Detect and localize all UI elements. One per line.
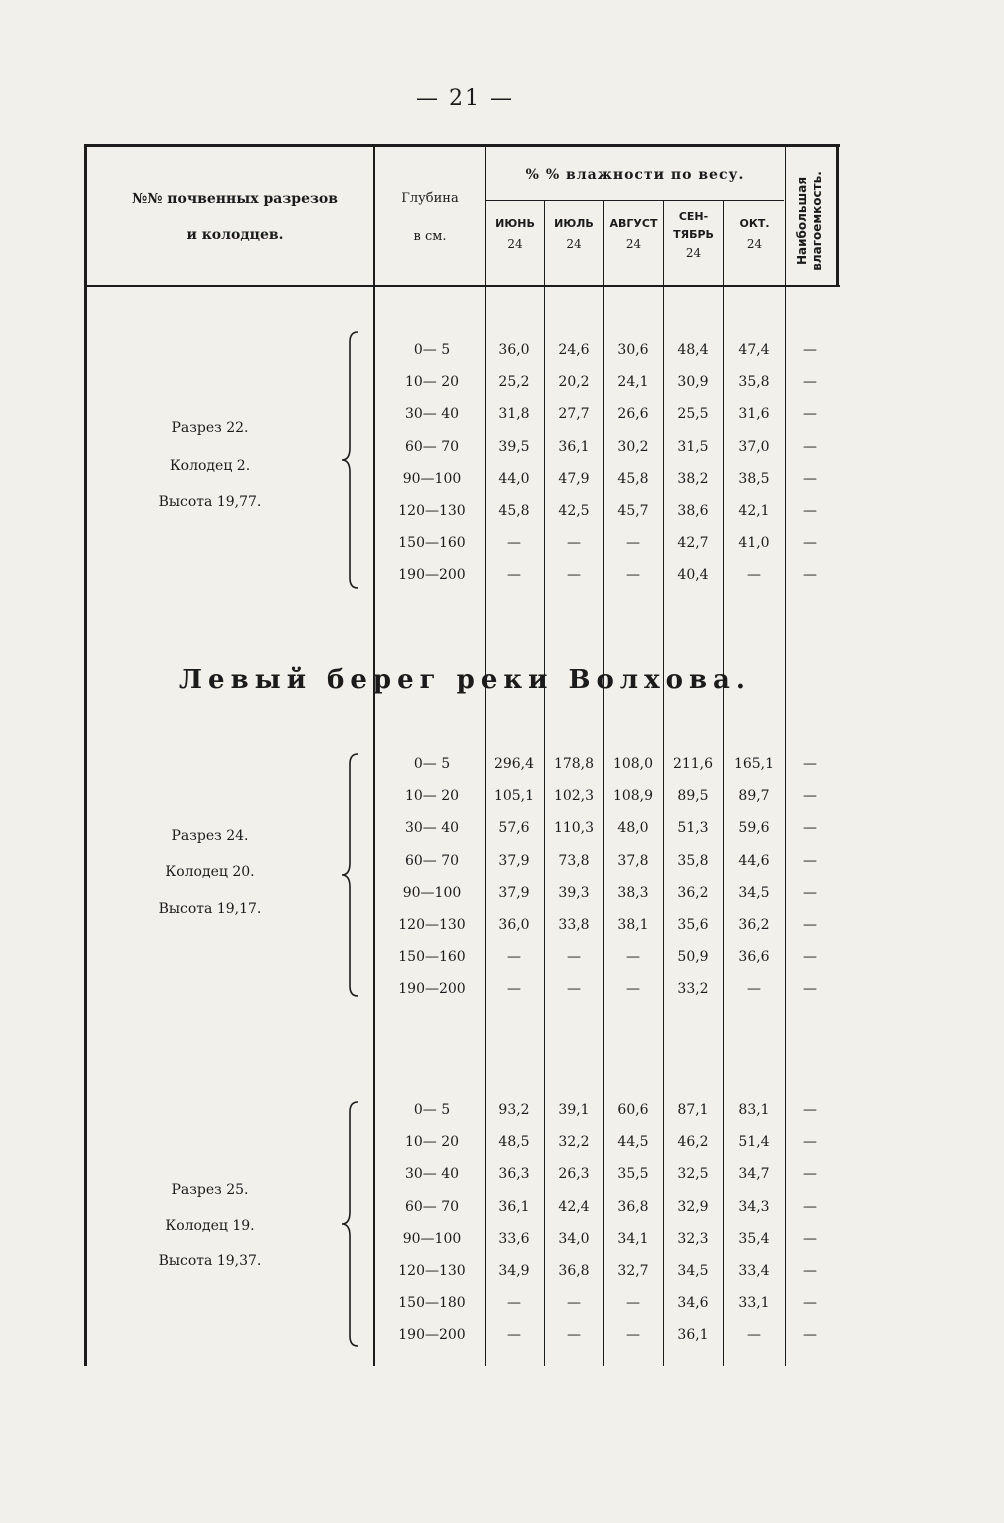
capacity-cell: — xyxy=(803,535,817,551)
group-1-label-section: Разрез 22. xyxy=(171,420,249,436)
moisture-cell: — xyxy=(626,1295,640,1311)
moisture-cell: — xyxy=(507,1327,521,1343)
capacity-cell: — xyxy=(803,981,817,997)
moisture-cell: 34,9 xyxy=(498,1263,530,1279)
moisture-cell: 36,1 xyxy=(498,1199,530,1215)
moisture-cell: — xyxy=(567,981,581,997)
moisture-cell: 108,9 xyxy=(612,788,654,804)
moisture-cell: 39,3 xyxy=(558,885,590,901)
moisture-cell: 165,1 xyxy=(733,756,775,772)
month-october-day: 24 xyxy=(746,237,763,251)
depth-cell: 10— 20 xyxy=(404,374,460,390)
header-max-capacity xyxy=(790,161,830,281)
moisture-cell: 93,2 xyxy=(498,1102,530,1118)
moisture-cell: 36,3 xyxy=(498,1166,530,1182)
moisture-cell: 31,8 xyxy=(498,406,530,422)
group-3-label-section: Разрез 25. xyxy=(171,1182,249,1198)
moisture-cell: 34,3 xyxy=(738,1199,770,1215)
capacity-cell: — xyxy=(803,1199,817,1215)
moisture-cell: 33,6 xyxy=(498,1231,530,1247)
depth-cell: 90—100 xyxy=(402,1231,462,1247)
moisture-cell: 73,8 xyxy=(558,853,590,869)
moisture-cell: 110,3 xyxy=(553,820,595,836)
capacity-cell: — xyxy=(803,853,817,869)
moisture-cell: 26,6 xyxy=(617,406,649,422)
moisture-cell: 34,5 xyxy=(738,885,770,901)
depth-cell: 190—200 xyxy=(398,981,466,997)
moisture-cell: — xyxy=(507,949,521,965)
depth-cell: 120—130 xyxy=(398,503,466,519)
moisture-cell: 34,6 xyxy=(677,1295,709,1311)
moisture-cell: — xyxy=(626,535,640,551)
moisture-cell: 30,2 xyxy=(617,439,649,455)
moisture-cell: 37,8 xyxy=(617,853,649,869)
capacity-cell: — xyxy=(803,406,817,422)
moisture-cell: 44,5 xyxy=(617,1134,649,1150)
moisture-cell: 42,1 xyxy=(738,503,770,519)
moisture-cell: 83,1 xyxy=(738,1102,770,1118)
moisture-cell: 30,9 xyxy=(677,374,709,390)
depth-cell: 0— 5 xyxy=(413,756,451,772)
moisture-cell: 31,5 xyxy=(677,439,709,455)
header-name-line2: и колодцев. xyxy=(186,227,284,243)
moisture-cell: 38,1 xyxy=(617,917,649,933)
moisture-cell: 33,1 xyxy=(738,1295,770,1311)
moisture-subheader-rule xyxy=(486,200,784,201)
header-capacity-line2: влагоемкость. xyxy=(810,171,824,271)
moisture-cell: 42,7 xyxy=(677,535,709,551)
moisture-cell: 40,4 xyxy=(677,567,709,583)
depth-cell: 60— 70 xyxy=(404,439,460,455)
group-2-label-height: Высота 19,17. xyxy=(158,901,262,917)
header-capacity-line1: Наибольшая xyxy=(795,176,809,266)
month-august-name: АВГУСТ xyxy=(609,217,658,230)
month-september-day: 24 xyxy=(685,246,702,260)
capacity-cell: — xyxy=(803,949,817,965)
month-october-name: ОКТ. xyxy=(739,217,770,230)
moisture-cell: — xyxy=(567,1295,581,1311)
moisture-cell: — xyxy=(507,981,521,997)
moisture-cell: 38,3 xyxy=(617,885,649,901)
moisture-cell: — xyxy=(567,949,581,965)
depth-cell: 30— 40 xyxy=(404,820,460,836)
moisture-cell: 33,2 xyxy=(677,981,709,997)
capacity-cell: — xyxy=(803,756,817,772)
depth-cell: 60— 70 xyxy=(404,853,460,869)
depth-cell: 10— 20 xyxy=(404,788,460,804)
moisture-cell: 35,4 xyxy=(738,1231,770,1247)
depth-cell: 90—100 xyxy=(402,885,462,901)
moisture-cell: 87,1 xyxy=(677,1102,709,1118)
moisture-cell: — xyxy=(626,1327,640,1343)
moisture-cell: 24,1 xyxy=(617,374,649,390)
capacity-cell: — xyxy=(803,1295,817,1311)
month-september-name1: СЕН- xyxy=(678,210,709,223)
moisture-cell: 48,0 xyxy=(617,820,649,836)
moisture-cell: 59,6 xyxy=(738,820,770,836)
moisture-cell: 27,7 xyxy=(558,406,590,422)
brace-group-2 xyxy=(338,752,362,998)
moisture-cell: 296,4 xyxy=(493,756,535,772)
header-depth-line2: в см. xyxy=(413,229,447,244)
moisture-cell: 51,4 xyxy=(738,1134,770,1150)
capacity-cell: — xyxy=(803,1231,817,1247)
capacity-cell: — xyxy=(803,471,817,487)
moisture-cell: 35,5 xyxy=(617,1166,649,1182)
capacity-cell: — xyxy=(803,885,817,901)
moisture-cell: 44,6 xyxy=(738,853,770,869)
moisture-cell: 36,1 xyxy=(558,439,590,455)
moisture-cell: 39,5 xyxy=(498,439,530,455)
moisture-cell: 32,7 xyxy=(617,1263,649,1279)
depth-cell: 30— 40 xyxy=(404,1166,460,1182)
moisture-cell: — xyxy=(567,535,581,551)
month-august-day: 24 xyxy=(625,237,642,251)
moisture-cell: 34,5 xyxy=(677,1263,709,1279)
moisture-cell: 34,7 xyxy=(738,1166,770,1182)
moisture-cell: — xyxy=(747,567,761,583)
month-june xyxy=(486,214,544,254)
month-june-day: 24 xyxy=(507,237,523,251)
moisture-cell: 41,0 xyxy=(738,535,770,551)
moisture-cell: 20,2 xyxy=(558,374,590,390)
capacity-cell: — xyxy=(803,374,817,390)
moisture-cell: 36,2 xyxy=(738,917,770,933)
month-july-day: 24 xyxy=(566,237,582,251)
capacity-cell: — xyxy=(803,342,817,358)
depth-cell: 120—130 xyxy=(398,917,466,933)
depth-cell: 150—180 xyxy=(398,1295,466,1311)
capacity-cell: — xyxy=(803,820,817,836)
depth-cell: 90—100 xyxy=(402,471,462,487)
moisture-cell: 24,6 xyxy=(558,342,590,358)
group-1-label-well: Колодец 2. xyxy=(169,458,251,474)
brace-group-1 xyxy=(338,330,362,590)
moisture-cell: 42,5 xyxy=(558,503,590,519)
depth-cell: 0— 5 xyxy=(413,1102,451,1118)
moisture-cell: 31,6 xyxy=(738,406,770,422)
table-right-border xyxy=(836,144,839,286)
capacity-cell: — xyxy=(803,1134,817,1150)
moisture-cell: — xyxy=(747,981,761,997)
capacity-cell: — xyxy=(803,917,817,933)
depth-cell: 120—130 xyxy=(398,1263,466,1279)
moisture-cell: 108,0 xyxy=(612,756,654,772)
moisture-cell: 57,6 xyxy=(498,820,530,836)
moisture-cell: 45,8 xyxy=(498,503,530,519)
capacity-cell: — xyxy=(803,439,817,455)
capacity-cell: — xyxy=(803,1102,817,1118)
moisture-cell: 45,8 xyxy=(617,471,649,487)
moisture-cell: 33,8 xyxy=(558,917,590,933)
moisture-cell: — xyxy=(626,567,640,583)
moisture-cell: 37,0 xyxy=(738,439,770,455)
moisture-cell: — xyxy=(626,981,640,997)
month-june-name: ИЮНЬ xyxy=(495,217,535,230)
moisture-cell: 36,0 xyxy=(498,917,530,933)
moisture-cell: 178,8 xyxy=(553,756,595,772)
moisture-cell: 32,5 xyxy=(677,1166,709,1182)
depth-cell: 150—160 xyxy=(398,949,466,965)
moisture-cell: 44,0 xyxy=(498,471,530,487)
moisture-cell: 35,8 xyxy=(738,374,770,390)
moisture-cell: 38,5 xyxy=(738,471,770,487)
month-july xyxy=(545,214,603,254)
moisture-cell: 34,1 xyxy=(617,1231,649,1247)
moisture-cell: 26,3 xyxy=(558,1166,590,1182)
capacity-cell: — xyxy=(803,567,817,583)
moisture-cell: — xyxy=(567,1327,581,1343)
moisture-cell: 37,9 xyxy=(498,885,530,901)
moisture-cell: 30,6 xyxy=(617,342,649,358)
month-september-name2: ТЯБРЬ xyxy=(673,228,714,241)
table-left-border xyxy=(84,144,87,1366)
moisture-cell: 48,5 xyxy=(498,1134,530,1150)
depth-cell: 10— 20 xyxy=(404,1134,460,1150)
moisture-cell: 35,6 xyxy=(677,917,709,933)
moisture-cell: 102,3 xyxy=(553,788,595,804)
moisture-cell: 25,2 xyxy=(498,374,530,390)
table-header-rule xyxy=(84,285,840,287)
month-september xyxy=(664,208,723,262)
moisture-cell: 37,9 xyxy=(498,853,530,869)
moisture-cell: 33,4 xyxy=(738,1263,770,1279)
month-july-name: ИЮЛЬ xyxy=(554,217,594,230)
depth-cell: 60— 70 xyxy=(404,1199,460,1215)
moisture-cell: — xyxy=(567,567,581,583)
moisture-cell: 36,8 xyxy=(558,1263,590,1279)
month-august xyxy=(604,214,663,254)
moisture-cell: 45,7 xyxy=(617,503,649,519)
moisture-cell: 48,4 xyxy=(677,342,709,358)
moisture-cell: 32,9 xyxy=(677,1199,709,1215)
capacity-cell: — xyxy=(803,1327,817,1343)
depth-cell: 190—200 xyxy=(398,1327,466,1343)
section-title: Левый берег реки Волхова. xyxy=(179,665,751,695)
group-2-label-section: Разрез 24. xyxy=(171,828,249,844)
group-3-label-height: Высота 19,37. xyxy=(158,1253,262,1269)
month-october xyxy=(724,214,785,254)
moisture-cell: 25,5 xyxy=(677,406,709,422)
moisture-cell: 89,5 xyxy=(677,788,709,804)
moisture-cell: 42,4 xyxy=(558,1199,590,1215)
moisture-cell: 51,3 xyxy=(677,820,709,836)
moisture-cell: 50,9 xyxy=(677,949,709,965)
moisture-cell: — xyxy=(747,1327,761,1343)
depth-cell: 190—200 xyxy=(398,567,466,583)
column-divider-name xyxy=(373,144,375,1366)
header-depth-line1: Глубина xyxy=(401,191,459,206)
moisture-cell: 47,4 xyxy=(738,342,770,358)
depth-cell: 150—160 xyxy=(398,535,466,551)
moisture-cell: 32,3 xyxy=(677,1231,709,1247)
moisture-cell: 39,1 xyxy=(558,1102,590,1118)
moisture-cell: — xyxy=(626,949,640,965)
moisture-cell: 36,8 xyxy=(617,1199,649,1215)
capacity-cell: — xyxy=(803,1263,817,1279)
capacity-cell: — xyxy=(803,503,817,519)
moisture-cell: 105,1 xyxy=(493,788,535,804)
moisture-cell: 34,0 xyxy=(558,1231,590,1247)
group-2-label-well: Колодец 20. xyxy=(165,864,255,880)
moisture-cell: 36,2 xyxy=(677,885,709,901)
depth-cell: 0— 5 xyxy=(413,342,451,358)
moisture-cell: 38,2 xyxy=(677,471,709,487)
group-1-label-height: Высота 19,77. xyxy=(158,494,262,510)
capacity-cell: — xyxy=(803,1166,817,1182)
header-moisture-title: % % влажности по весу. xyxy=(525,167,745,183)
moisture-cell: — xyxy=(507,567,521,583)
table-top-rule xyxy=(84,144,840,147)
moisture-cell: 36,1 xyxy=(677,1327,709,1343)
moisture-cell: 38,6 xyxy=(677,503,709,519)
header-name-line1: №№ почвенных разрезов xyxy=(131,191,338,207)
capacity-cell: — xyxy=(803,788,817,804)
moisture-cell: 211,6 xyxy=(672,756,714,772)
moisture-cell: 32,2 xyxy=(558,1134,590,1150)
moisture-cell: 89,7 xyxy=(738,788,770,804)
moisture-cell: 35,8 xyxy=(677,853,709,869)
depth-cell: 30— 40 xyxy=(404,406,460,422)
moisture-cell: — xyxy=(507,1295,521,1311)
brace-group-3 xyxy=(338,1100,362,1348)
moisture-cell: — xyxy=(507,535,521,551)
column-divider-5 xyxy=(785,144,786,1366)
moisture-cell: 46,2 xyxy=(677,1134,709,1150)
moisture-cell: 36,0 xyxy=(498,342,530,358)
moisture-cell: 47,9 xyxy=(558,471,590,487)
group-3-label-well: Колодец 19. xyxy=(165,1218,255,1234)
moisture-cell: 60,6 xyxy=(617,1102,649,1118)
moisture-cell: 36,6 xyxy=(738,949,770,965)
page-number: — 21 — xyxy=(416,86,514,111)
